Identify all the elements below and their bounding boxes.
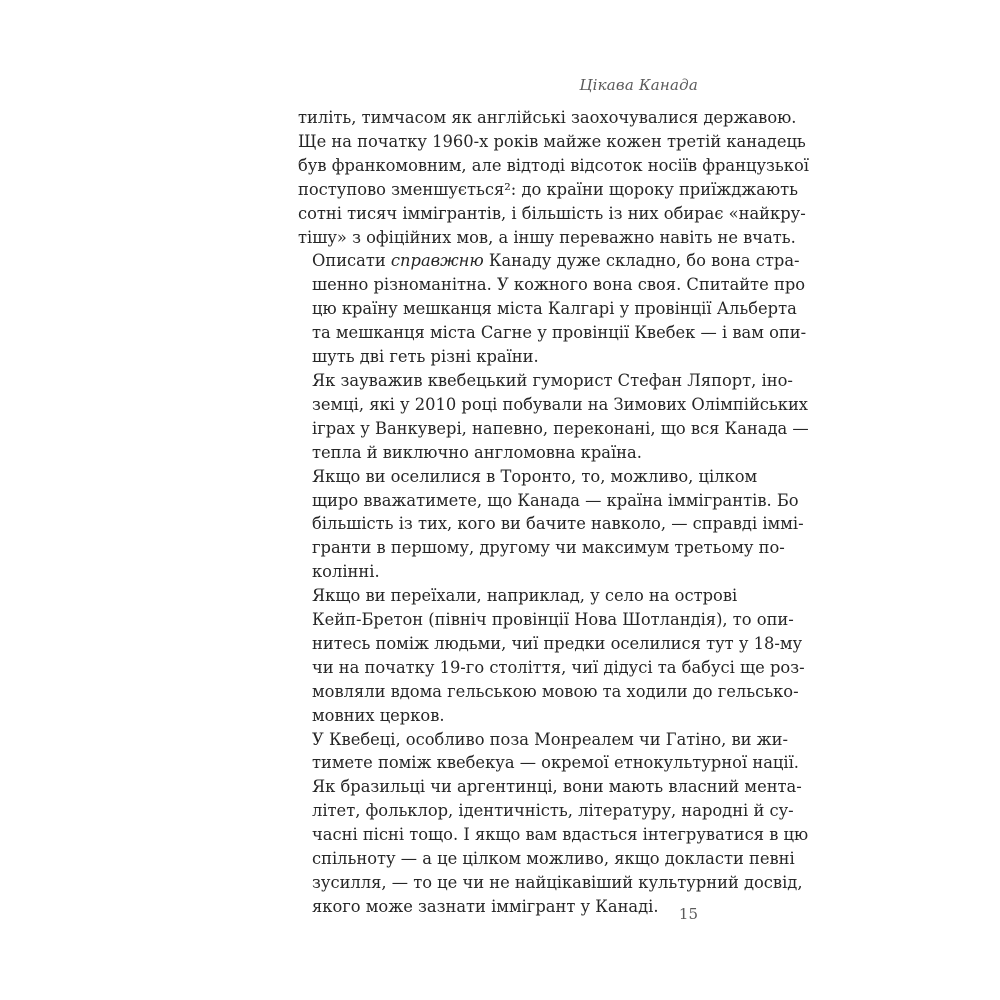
text-line: колінні. bbox=[312, 562, 380, 582]
paragraph-6 bbox=[298, 728, 809, 919]
text-run: Описати bbox=[312, 251, 391, 271]
text-line: тепла й виключно англомовна країна. bbox=[312, 442, 642, 462]
text-line: Ще на початку 1960-х років майже кожен третій канадець bbox=[298, 131, 806, 151]
text-line: тиліть, тимчасом як англійські заохочувалися державою. bbox=[298, 108, 797, 127]
text-line: більшість із тих, кого ви бачите навколо, — справді іммі- bbox=[312, 514, 804, 534]
text-line: тимете поміж квебекуа — окремої етнокультурної нації. bbox=[312, 753, 799, 773]
paragraph-1 bbox=[298, 106, 809, 249]
text-line: земці, які у 2010 році побували на Зимових Олімпійських bbox=[312, 394, 808, 414]
text-line: Як бразильці чи аргентинці, вони мають власний мента- bbox=[312, 777, 802, 797]
text-line: гранти в першому, другому чи максимум третьому по- bbox=[312, 538, 785, 558]
text-line: нитесь поміж людьми, чиї предки оселилися тут у 18-му bbox=[312, 633, 803, 653]
text-line: літет, фольклор, ідентичність, літературу, народні й су- bbox=[312, 801, 794, 821]
body-text bbox=[298, 106, 809, 919]
text-line: шенно різноманітна. У кожного вона своя. Спитайте про bbox=[312, 275, 806, 295]
text-line: часні пісні тощо. І якщо вам вдасться інтегруватися в цю bbox=[312, 825, 809, 845]
text-line: був франкомовним, але відтоді відсоток носіїв французької bbox=[298, 155, 809, 175]
text-line: Як зауважив квебецький гуморист Стефан Ляпорт, іно- bbox=[312, 370, 793, 390]
text-line: У Квебеці, особливо поза Монреалем чи Гатіно, ви жи- bbox=[312, 729, 789, 749]
text-line: мовляли вдома гельською мовою та ходили до гельсько- bbox=[312, 681, 799, 701]
text-run: Канаду дуже складно, бо вона стра- bbox=[483, 251, 800, 271]
text-line: поступово зменшується²: до країни щороку приїжджають bbox=[298, 179, 799, 199]
text-line: Якщо ви оселилися в Торонто, то, можливо, цілком bbox=[312, 466, 758, 486]
paragraph-4 bbox=[298, 465, 804, 585]
text-line: щиро вважатимете, що Канада — країна іммігрантів. Бо bbox=[312, 490, 799, 510]
paragraph-5 bbox=[298, 584, 805, 727]
text-line: тішу» з офіційних мов, а іншу переважно навіть не вчать. bbox=[298, 227, 796, 247]
text-line: мовних церков. bbox=[312, 705, 445, 725]
paragraph-3 bbox=[298, 369, 809, 465]
text-line: зусилля, — то це чи не найцікавіший культурний досвід, bbox=[312, 873, 803, 892]
text-line: якого може зазнати іммігрант у Канаді. bbox=[312, 896, 659, 916]
page-number: 15 bbox=[678, 905, 698, 923]
text-line: іграх у Ванкувері, напевно, переконані, що вся Канада — bbox=[312, 418, 809, 438]
text-line: спільноту — а це цілком можливо, якщо докласти певні bbox=[312, 849, 795, 869]
text-line: Якщо ви переїхали, наприклад, у село на острові bbox=[312, 586, 738, 606]
text-line bbox=[298, 249, 800, 273]
paragraph-2 bbox=[298, 249, 807, 369]
text-line: Кейп-Бретон (північ провінції Нова Шотландія), то опи- bbox=[312, 610, 794, 630]
emphasis-text: справжню bbox=[390, 251, 484, 271]
text-line: шуть дві геть різні країни. bbox=[312, 347, 539, 367]
text-line: сотні тисяч іммігрантів, і більшість із них обирає «найкру- bbox=[298, 203, 806, 223]
text-line: та мешканця міста Сагне у провінції Квебек — і вам опи- bbox=[312, 323, 807, 343]
running-head: Цікава Канада bbox=[579, 76, 698, 94]
text-line: цю країну мешканця міста Калгарі у провінції Альберта bbox=[312, 299, 797, 319]
text-line: чи на початку 19-го століття, чиї дідусі та бабусі ще роз- bbox=[312, 657, 805, 677]
